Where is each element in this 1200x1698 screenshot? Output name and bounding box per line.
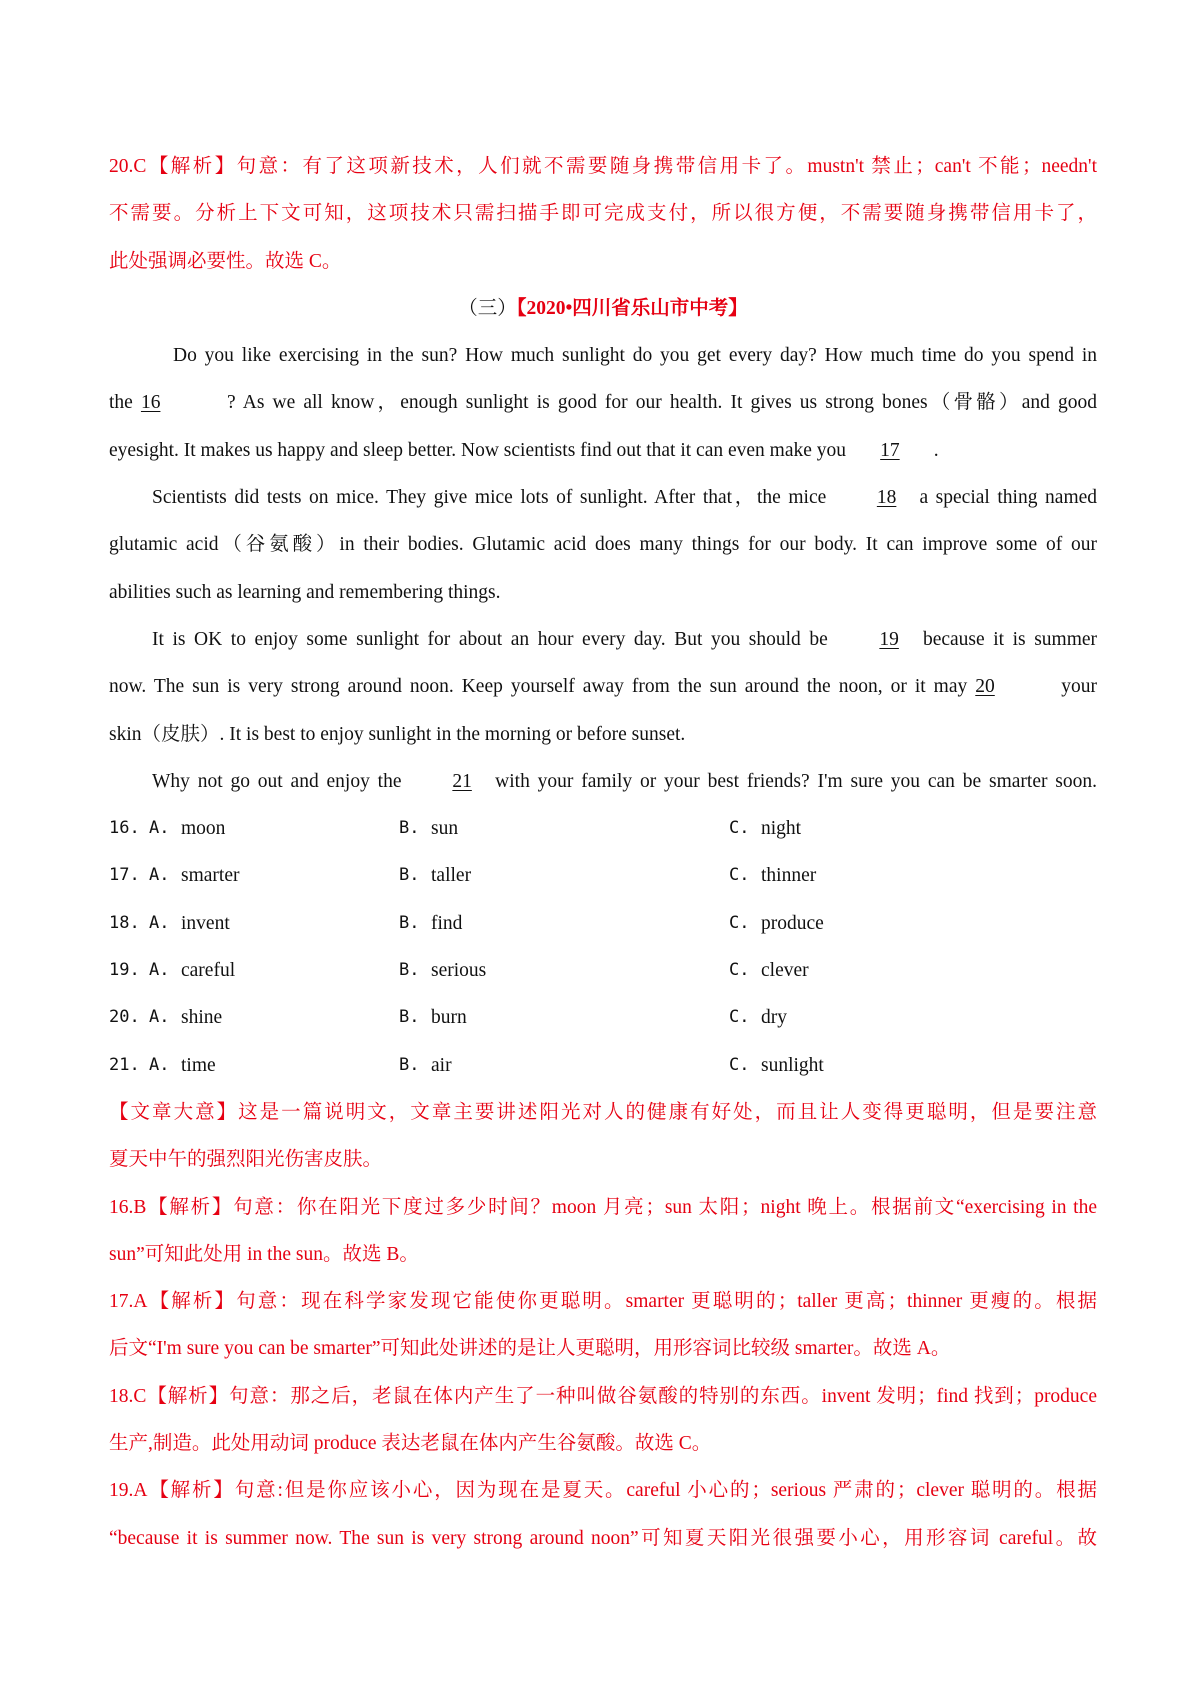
- text-line: [109, 379, 1097, 426]
- question-number: 16.: [109, 818, 140, 839]
- text-line: 此处强调必要性。故选 C。: [109, 250, 342, 272]
- option-letter: B.: [399, 1054, 420, 1075]
- option-cell-a: [109, 805, 399, 852]
- option-cell-a: [109, 947, 399, 994]
- option-text: dry: [761, 1007, 787, 1029]
- blank-17: 17: [880, 439, 900, 461]
- text-line: abilities such as learning and remembering things.: [109, 581, 501, 603]
- text-span: the: [109, 392, 133, 414]
- option-letter: A.: [149, 865, 170, 886]
- option-row-19: [109, 947, 1097, 994]
- options-list: [109, 805, 1097, 1089]
- blank-18: 18: [876, 487, 897, 509]
- question-number: 21.: [109, 1054, 140, 1075]
- option-text: night: [761, 818, 802, 840]
- text-span: your: [1061, 676, 1098, 698]
- option-cell-c: [729, 1042, 1057, 1089]
- option-row-16: [109, 805, 1097, 852]
- text-line: 夏天中午的强烈阳光伤害皮肤。: [109, 1149, 383, 1171]
- option-cell-b: [399, 805, 729, 852]
- option-letter: B.: [399, 912, 420, 933]
- text-line: 16.B【解析】句意：你在阳光下度过多少时间？moon 月亮；sun 太阳；night 晚上。根据前文“exercising in the: [109, 1196, 1097, 1218]
- text-line: [109, 663, 1097, 710]
- text-span: Why not go out and enjoy the: [152, 770, 402, 792]
- option-cell-b: [399, 900, 729, 947]
- text-line: 17.A【解析】句意：现在科学家发现它能使你更聪明。smarter 更聪明的；taller 更高；thinner 更瘦的。根据: [109, 1291, 1097, 1313]
- blank-16: 16: [140, 392, 161, 414]
- option-letter: A.: [149, 912, 170, 933]
- text-span: It is OK to enjoy some sunlight for about an hour every day. But you should be: [152, 628, 828, 650]
- option-text: serious: [431, 960, 487, 982]
- text-span: Scientists did tests on mice. They give mice lots of sunlight. After that，the mice: [152, 487, 827, 509]
- blank-20: 20: [975, 676, 995, 698]
- text-line: [109, 474, 1097, 521]
- option-cell-c: [729, 852, 1057, 899]
- option-letter: A.: [149, 1054, 170, 1075]
- section-heading: [109, 285, 1097, 332]
- text-span: a special thing named: [919, 487, 1098, 509]
- option-text: smarter: [181, 865, 240, 887]
- option-letter: C.: [729, 1054, 750, 1075]
- text-line: 20.C【解析】句意：有了这项新技术，人们就不需要随身携带信用卡了。mustn't 禁止；can't 不能；needn't: [109, 156, 1097, 177]
- option-cell-b: [399, 852, 729, 899]
- option-text: shine: [181, 1007, 223, 1029]
- question-number: 18.: [109, 912, 140, 933]
- option-text: careful: [181, 960, 236, 982]
- text-span: eyesight. It makes us happy and sleep better. Now scientists find out that it can even make you: [109, 439, 847, 461]
- text-line: [109, 758, 1097, 805]
- option-text: moon: [181, 818, 226, 840]
- option-letter: C.: [729, 865, 750, 886]
- option-row-21: [109, 1042, 1097, 1089]
- text-line: 19.A【解析】句意:但是你应该小心，因为现在是夏天。careful 小心的；serious 严肃的；clever 聪明的。根据: [109, 1480, 1097, 1502]
- option-row-20: [109, 994, 1097, 1041]
- option-letter: C.: [729, 912, 750, 933]
- option-row-18: [109, 900, 1097, 947]
- text-line: “because it is summer now. The sun is very strong around noon”可知夏天阳光很强要小心，用形容词 careful。故: [109, 1527, 1097, 1549]
- option-cell-c: [729, 947, 1057, 994]
- text-line: Do you like exercising in the sun? How much sunlight do you get every day? How much time do you spend in: [173, 345, 1097, 367]
- option-text: produce: [761, 912, 824, 934]
- question-number: 20.: [109, 1007, 140, 1028]
- option-cell-a: [109, 852, 399, 899]
- option-text: time: [181, 1054, 216, 1076]
- option-text: burn: [431, 1007, 467, 1029]
- text-span: now. The sun is very strong around noon. Keep yourself away from the sun around the noon, or it may: [109, 676, 968, 698]
- option-text: thinner: [761, 865, 817, 887]
- text-span: because it is summer: [922, 628, 1098, 650]
- text-span: .: [933, 439, 939, 461]
- text-line: 生产,制造。此处用动词 produce 表达老鼠在体内产生谷氨酸。故选 C。: [109, 1433, 712, 1455]
- option-letter: B.: [399, 960, 420, 981]
- option-cell-a: [109, 994, 399, 1041]
- question-number: 19.: [109, 960, 140, 981]
- blank-21: 21: [452, 770, 472, 792]
- option-letter: C.: [729, 1007, 750, 1028]
- question-number: 17.: [109, 865, 140, 886]
- option-cell-b: [399, 1042, 729, 1089]
- option-text: air: [431, 1054, 452, 1076]
- text-line: glutamic acid（谷氨酸）in their bodies. Glutamic acid does many things for our body. It can improve some of our: [109, 534, 1097, 556]
- option-text: find: [431, 912, 463, 934]
- option-text: invent: [181, 912, 230, 934]
- document-page: [109, 143, 1097, 1562]
- option-text: clever: [761, 960, 809, 982]
- answer-20-explanation: [109, 143, 1097, 285]
- option-letter: B.: [399, 818, 420, 839]
- option-row-17: [109, 852, 1097, 899]
- text-line: [109, 427, 1097, 474]
- option-cell-a: [109, 900, 399, 947]
- section-title: 【2020•四川省乐山市中考】: [516, 297, 748, 319]
- option-letter: A.: [149, 960, 170, 981]
- option-text: taller: [431, 865, 472, 887]
- text-line: sun”可知此处用 in the sun。故选 B。: [109, 1243, 419, 1265]
- text-span: with your family or your best friends? I'm sure you can be smarter soon.: [495, 770, 1098, 792]
- text-line: 后文“I'm sure you can be smarter”可知此处讲述的是让人更聪明，用形容词比较级 smarter。故选 A。: [109, 1338, 951, 1360]
- option-cell-c: [729, 900, 1057, 947]
- option-text: sunlight: [761, 1054, 824, 1076]
- option-letter: C.: [729, 818, 750, 839]
- text-line: 18.C【解析】句意：那之后，老鼠在体内产生了一种叫做谷氨酸的特别的东西。invent 发明；find 找到；produce: [109, 1385, 1097, 1407]
- text-line: skin（皮肤）. It is best to enjoy sunlight in the morning or before sunset.: [109, 723, 686, 745]
- option-cell-c: [729, 994, 1057, 1041]
- option-cell-c: [729, 805, 1057, 852]
- section-prefix: （三）: [458, 297, 517, 319]
- article-summary: [109, 1089, 1097, 1184]
- option-text: sun: [431, 818, 459, 840]
- blank-19: 19: [879, 628, 899, 650]
- option-letter: B.: [399, 865, 420, 886]
- option-letter: A.: [149, 1007, 170, 1028]
- text-span: ? As we all know，enough sunlight is good for our health. It gives us strong bones（骨骼）and good: [227, 392, 1098, 414]
- reading-passage: [109, 332, 1097, 805]
- option-letter: A.: [149, 818, 170, 839]
- option-letter: B.: [399, 1007, 420, 1028]
- option-letter: C.: [729, 960, 750, 981]
- text-line: 【文章大意】这是一篇说明文，文章主要讲述阳光对人的健康有好处，而且让人变得更聪明，但是要注意: [109, 1101, 1097, 1123]
- option-cell-a: [109, 1042, 399, 1089]
- text-line: [109, 616, 1097, 663]
- option-cell-b: [399, 947, 729, 994]
- answer-analysis: [109, 1184, 1097, 1562]
- text-line: 不需要。分析上下文可知，这项技术只需扫描手即可完成支付，所以很方便，不需要随身携带信用卡了，: [109, 203, 1097, 225]
- option-cell-b: [399, 994, 729, 1041]
